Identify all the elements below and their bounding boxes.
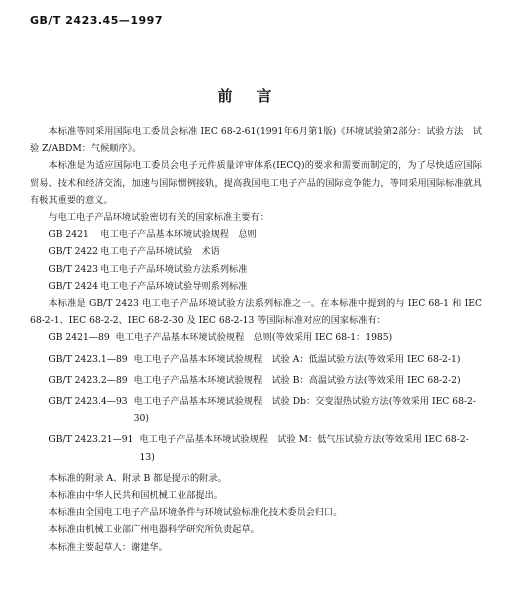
list-item [48,431,482,465]
standard-title: 电工电子产品基本环境试验规程 总则 [100,229,257,241]
list-item [48,329,482,346]
standard-code: GB 2421 [48,229,89,241]
standard-title: 电工电子产品基本环境试验规程 总则(等效采用 IEC 68-1：1985) [115,332,393,344]
list-item [48,226,482,243]
standard-code: GB/T 2424 [48,280,99,292]
page-heading: 前言 [217,87,296,105]
paragraph-proposer: 本标准由中华人民共和国机械工业部提出。 [48,490,223,502]
list-item [48,393,482,427]
paragraph-administrator: 本标准由全国电工电子产品环境条件与环境试验标准化技术委员会归口。 [48,507,343,519]
list-item [48,278,482,295]
standard-code: GB/T 2422 [48,246,99,258]
related-standards-list [30,226,482,295]
list-item [48,351,482,368]
paragraph-drafter: 本标准主要起草人：谢建华。 [48,541,168,553]
list-item [48,372,482,389]
standard-code: GB 2421—89 [48,332,110,344]
standard-title: 电工电子产品环境试验 术语 [100,246,220,258]
paragraph-purpose: 本标准是为适应国际电工委员会电子元件质量评审体系(IECQ)的要求和需要而制定的，为了尽快适应国际贸易、技术和经济交流，加速与国际惯例接轨，提高我国电工电子产品的国际竞争能力，等同采用国际标准就具有极其重要的意义。 [30,160,482,206]
standard-code: GB/T 2423.21—91 [48,434,134,446]
standard-code: GB/T 2423.2—89 [48,374,128,386]
standard-title: 电工电子产品基本环境试验规程 试验 M：低气压试验方法(等效采用 IEC 68-2-13) [139,434,469,463]
list-item [48,261,482,278]
paragraph-adoption: 本标准等同采用国际电工委员会标准 IEC 68-2-61(1991年6月第1版)《环境试验第2部分：试验方法 试验 Z/ABDM：气候顺序》。 [30,126,482,155]
standard-title: 电工电子产品基本环境试验规程 试验 B：高温试验方法(等效采用 IEC 68-2-2) [133,374,461,386]
paragraph-related-standards-intro: 与电工电子产品环境试验密切有关的国家标准主要有： [48,212,269,224]
standard-code: GB/T 2423 [48,263,99,275]
standard-code: GB/T 2423.1—89 [48,353,128,365]
standard-title: 电工电子产品基本环境试验规程 试验 A：低温试验方法(等效采用 IEC 68-2-1) [133,353,461,365]
list-item [48,243,482,260]
standard-code: GB/T 2423.4—93 [48,396,128,408]
paragraph-appendix-note: 本标准的附录 A、附录 B 都是提示的附录。 [48,472,227,484]
standard-title: 电工电子产品环境试验导则系列标准 [100,280,248,292]
standard-title: 电工电子产品基本环境试验规程 试验 Db：交变湿热试验方法(等效采用 IEC 68-2-30) [133,396,476,425]
corresponding-standards-list [30,329,482,465]
paragraph-drafting-unit: 本标准由机械工业部广州电器科学研究所负责起草。 [48,524,260,536]
standard-title: 电工电子产品环境试验方法系列标准 [100,263,248,275]
foreword-body [30,123,482,556]
document-number: GB/T 2423.45—1997 [30,14,163,27]
paragraph-series-note: 本标准是 GB/T 2423 电工电子产品环境试验方法系列标准之一。在本标准中提到的与 IEC 68-1 和 IEC 68-2-1、IEC 68-2-2、IEC 68-2-30 及 IEC 68-2-13 等国际标准对应的国家标准有： [30,298,482,327]
